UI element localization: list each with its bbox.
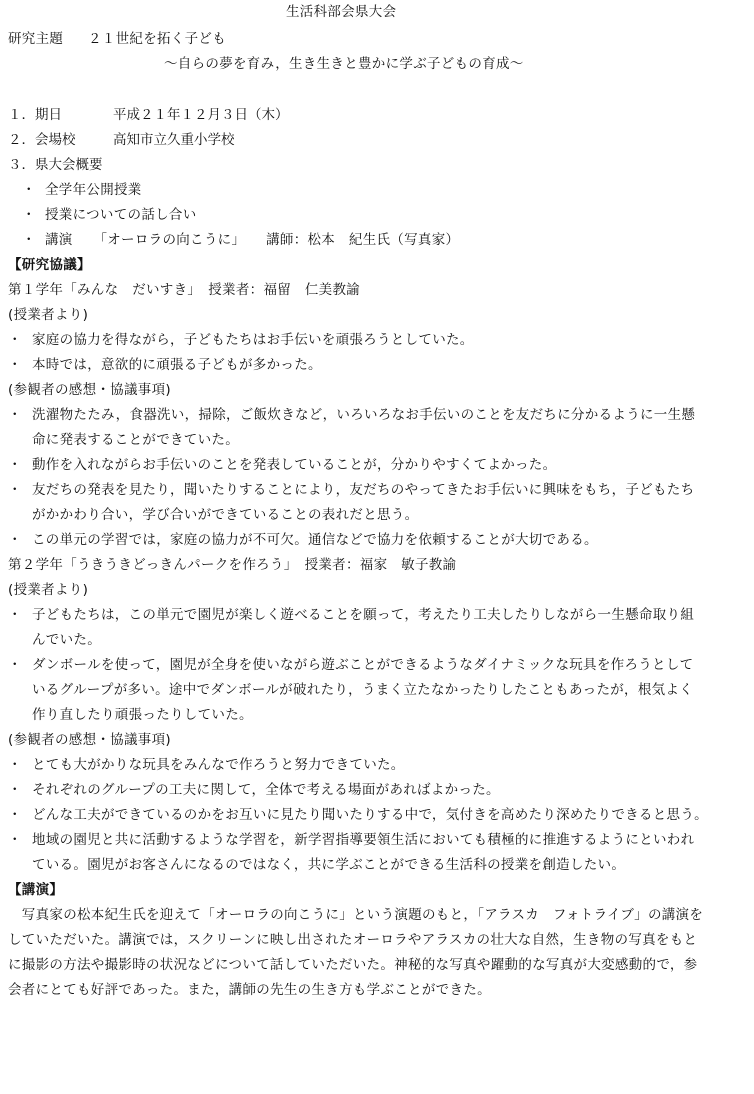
section-heading-discussion: 【研究協議】	[8, 257, 91, 273]
overview-number: ３．	[8, 157, 35, 173]
overview-value: 高知市立久重小学校	[113, 132, 235, 148]
overview-value: 平成２１年１２月３日（木）	[113, 107, 289, 123]
list-item-continuation: ている。園児がお客さんになるのではなく，共に学ぶことができる生活科の授業を創造したい。	[32, 857, 626, 873]
program-item: 全学年公開授業	[45, 182, 142, 198]
bullet-icon: ・	[8, 332, 22, 348]
overview-number: ２．	[8, 132, 35, 148]
list-item: 地域の園児と共に活動するような学習を，新学習指導要領生活においても積極的に推進するようにといわれ	[32, 832, 695, 848]
teacher-comments-label: (授業者より)	[8, 582, 89, 598]
list-item: 洗濯物たたみ，食器洗い，掃除，ご飯炊きなど，いろいろなお手伝いのことを友だちに分かるように一生懸	[32, 407, 696, 423]
topic-main: ２１世紀を拓く子ども	[88, 31, 226, 47]
list-item-continuation: 命に発表することができていた。	[32, 432, 239, 448]
lecture-paragraph-line: に撮影の方法や撮影時の状況などについて話していただいた。神秘的な写真や躍動的な写真が大変感動的で，参	[8, 957, 698, 973]
list-item-continuation: いるグループが多い。途中でダンボールが破れたり，うまく立たなかったりしたこともあったが，根気よく	[32, 682, 694, 698]
list-item: どんな工夫ができているのかをお互いに見たり聞いたりする中で，気付きを高めたり深めたりできると思う。	[32, 807, 708, 823]
program-item: 授業についての話し合い	[45, 207, 197, 223]
bullet-icon: ・	[8, 657, 22, 673]
bullet-icon: ・	[22, 207, 36, 223]
bullet-icon: ・	[8, 457, 22, 473]
bullet-icon: ・	[8, 482, 22, 498]
bullet-icon: ・	[22, 182, 36, 198]
list-item: 動作を入れながらお手伝いのことを発表していることが，分かりやすくてよかった。	[32, 457, 557, 473]
bullet-icon: ・	[8, 807, 22, 823]
list-item-continuation: 作り直したり頑張ったりしていた。	[32, 707, 253, 723]
observer-comments-label: (参観者の感想・協議事項)	[8, 732, 171, 748]
bullet-icon: ・	[8, 757, 22, 773]
overview-label: 会場校	[35, 132, 76, 148]
list-item: 家庭の協力を得ながら，子どもたちはお手伝いを頑張ろうとしていた。	[32, 332, 474, 348]
list-item-continuation: んでいた。	[32, 632, 101, 648]
overview-label: 期日	[35, 107, 62, 123]
bullet-icon: ・	[8, 832, 22, 848]
grade2-title: 第２学年「うきうきどっきんパークを作ろう」 授業者：福家 敏子教諭	[8, 557, 457, 573]
grade1-title: 第１学年「みんな だいすき」 授業者：福留 仁美教諭	[8, 282, 361, 298]
topic-subtitle: ～自らの夢を育み，生き生きと豊かに学ぶ子どもの育成～	[164, 56, 524, 72]
teacher-comments-label: (授業者より)	[8, 307, 89, 323]
list-item: 子どもたちは，この単元で園児が楽しく遊べることを願って，考えたり工夫したりしながら一生懸命取り組	[32, 607, 695, 623]
bullet-icon: ・	[8, 357, 22, 373]
bullet-icon: ・	[8, 782, 22, 798]
program-item: 講演 「オーロラの向こうに」 講師：松本 紀生氏（写真家）	[45, 232, 460, 248]
overview-number: １．	[8, 107, 35, 123]
list-item: それぞれのグループの工夫に関して，全体で考える場面があればよかった。	[32, 782, 500, 798]
bullet-icon: ・	[8, 407, 22, 423]
document-title: 生活科部会県大会	[286, 4, 397, 20]
lecture-paragraph-line: 会者にとても好評であった。また，講師の先生の生き方も学ぶことができた。	[8, 982, 491, 998]
list-item-continuation: がかかわり合い，学び合いができていることの表れだと思う。	[32, 507, 419, 523]
section-heading-lecture: 【講演】	[8, 882, 64, 898]
lecture-paragraph-line: していただいた。講演では，スクリーンに映し出されたオーロラやアラスカの壮大な自然，生き物の写真をもと	[8, 932, 698, 948]
topic-label: 研究主題	[8, 31, 64, 47]
list-item: ダンボールを使って，園児が全身を使いながら遊ぶことができるようなダイナミックな玩具を作ろうとして	[32, 657, 694, 673]
list-item: とても大がかりな玩具をみんなで作ろうと努力できていた。	[32, 757, 405, 773]
bullet-icon: ・	[8, 607, 22, 623]
list-item: 本時では，意欲的に頑張る子どもが多かった。	[32, 357, 322, 373]
lecture-paragraph-line: 写真家の松本紀生氏を迎えて「オーロラの向こうに」という演題のもと，「アラスカ フォトライブ」の講演を	[8, 907, 704, 923]
bullet-icon: ・	[22, 232, 36, 248]
overview-label: 県大会概要	[35, 157, 103, 173]
bullet-icon: ・	[8, 532, 22, 548]
list-item: 友だちの発表を見たり，聞いたりすることにより，友だちのやってきたお手伝いに興味をもち，子どもたち	[32, 482, 695, 498]
observer-comments-label: (参観者の感想・協議事項)	[8, 382, 171, 398]
list-item: この単元の学習では，家庭の協力が不可欠。通信などで協力を依頼することが大切である。	[32, 532, 598, 548]
